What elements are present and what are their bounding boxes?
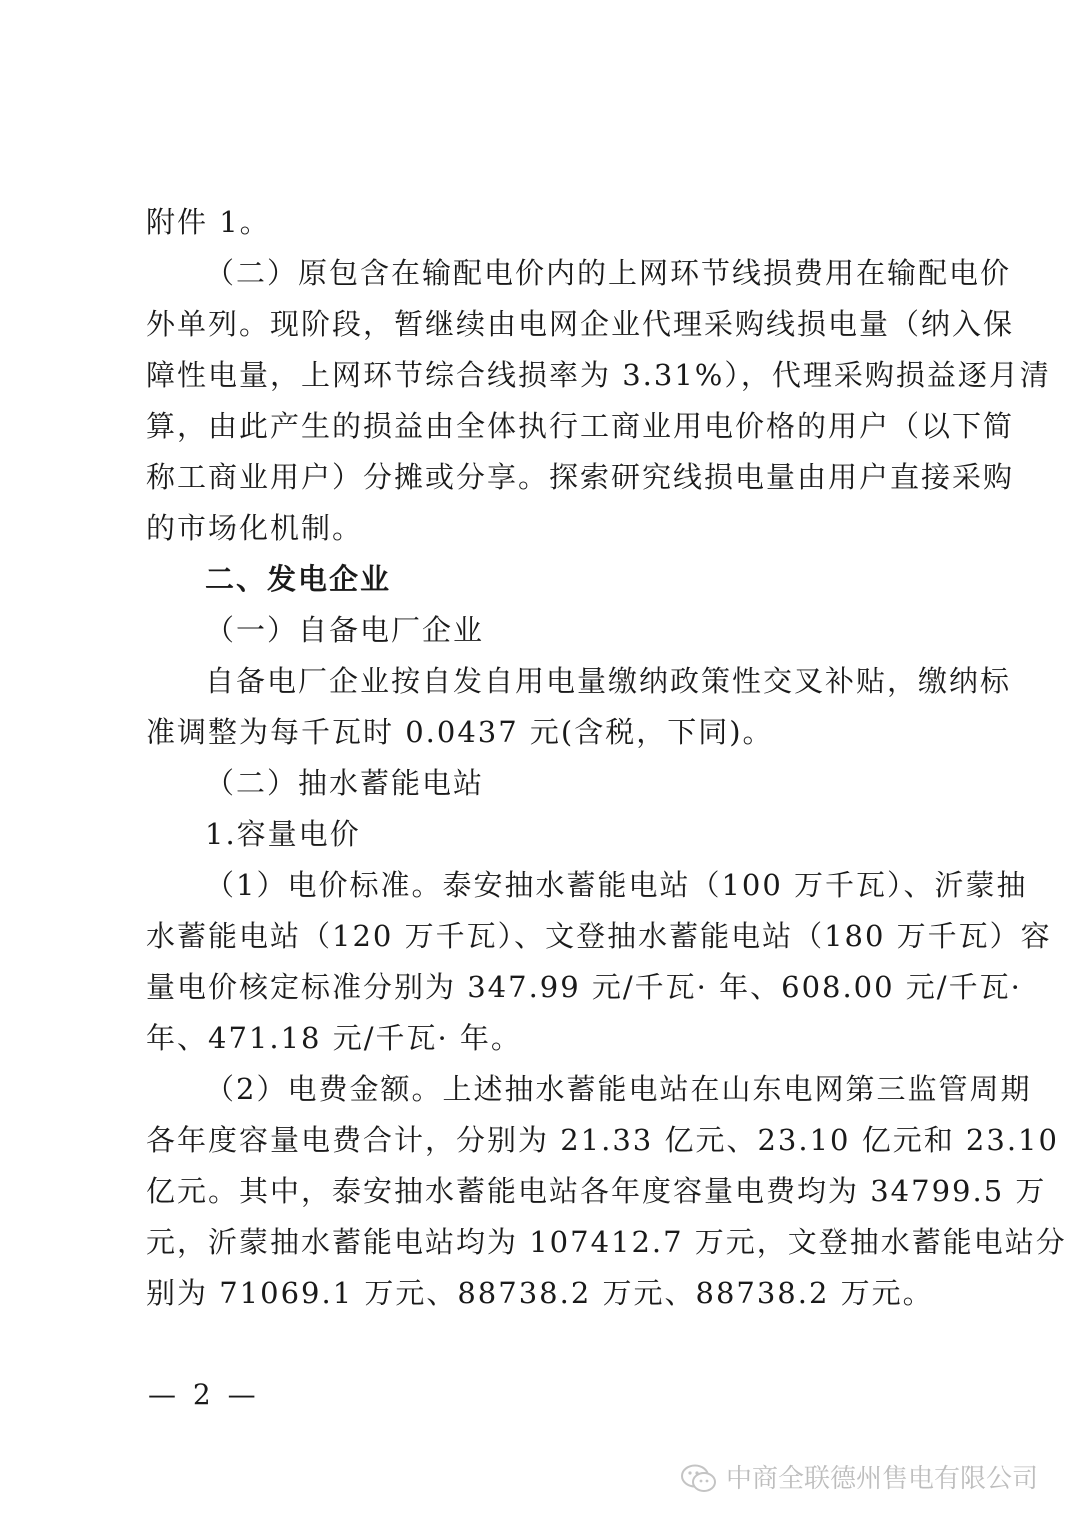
text-line-22: 别为 71069.1 万元、88738.2 万元、88738.2 万元。 xyxy=(146,1276,934,1310)
text-line-11: 准调整为每千瓦时 0.0437 元(含税，下同)。 xyxy=(146,715,774,749)
text-line-10: 自备电厂企业按自发自用电量缴纳政策性交叉补贴，缴纳标 xyxy=(205,664,1012,698)
item-heading: 1.容量电价 xyxy=(205,817,361,851)
text-line-3: 外单列。现阶段，暂继续由电网企业代理采购线损电量（纳入保 xyxy=(146,307,1015,341)
section-heading: 二、发电企业 xyxy=(205,562,392,596)
text-line-20: 亿元。其中，泰安抽水蓄能电站各年度容量电费均为 34799.5 万 xyxy=(146,1174,1047,1208)
text-line-14: （1）电价标准。泰安抽水蓄能电站（100 万千瓦）、沂蒙抽 xyxy=(205,868,1028,902)
text-line-5: 算，由此产生的损益由全体执行工商业用电价格的用户（以下简 xyxy=(146,409,1015,443)
text-line-15: 水蓄能电站（120 万千瓦）、文登抽水蓄能电站（180 万千瓦）容 xyxy=(146,919,1052,953)
text-line-21: 元，沂蒙抽水蓄能电站均为 107412.7 万元，文登抽水蓄能电站分 xyxy=(146,1225,1067,1259)
text-line-1: 附件 1。 xyxy=(146,205,271,239)
text-line-17: 年、471.18 元/千瓦· 年。 xyxy=(146,1021,522,1055)
subsection-heading-1: （一）自备电厂企业 xyxy=(205,613,485,647)
watermark-text: 中商全联德州售电有限公司 xyxy=(726,1464,1039,1494)
page-number: — 2 — xyxy=(148,1378,260,1411)
text-line-16: 量电价核定标准分别为 347.99 元/千瓦· 年、608.00 元/千瓦· xyxy=(146,970,1022,1004)
subsection-heading-2: （二）抽水蓄能电站 xyxy=(205,766,485,800)
text-line-6: 称工商业用户）分摊或分享。探索研究线损电量由用户直接采购 xyxy=(146,460,1015,494)
wechat-icon xyxy=(680,1463,718,1495)
text-line-4: 障性电量，上网环节综合线损率为 3.31%），代理采购损益逐月清 xyxy=(146,358,1051,392)
text-line-2: （二）原包含在输配电价内的上网环节线损费用在输配电价 xyxy=(205,256,1012,290)
text-line-18: （2）电费金额。上述抽水蓄能电站在山东电网第三监管周期 xyxy=(205,1072,1032,1106)
watermark xyxy=(680,1462,1038,1496)
text-line-7: 的市场化机制。 xyxy=(146,511,364,545)
text-line-19: 各年度容量电费合计，分别为 21.33 亿元、23.10 亿元和 23.10 xyxy=(146,1123,1059,1157)
